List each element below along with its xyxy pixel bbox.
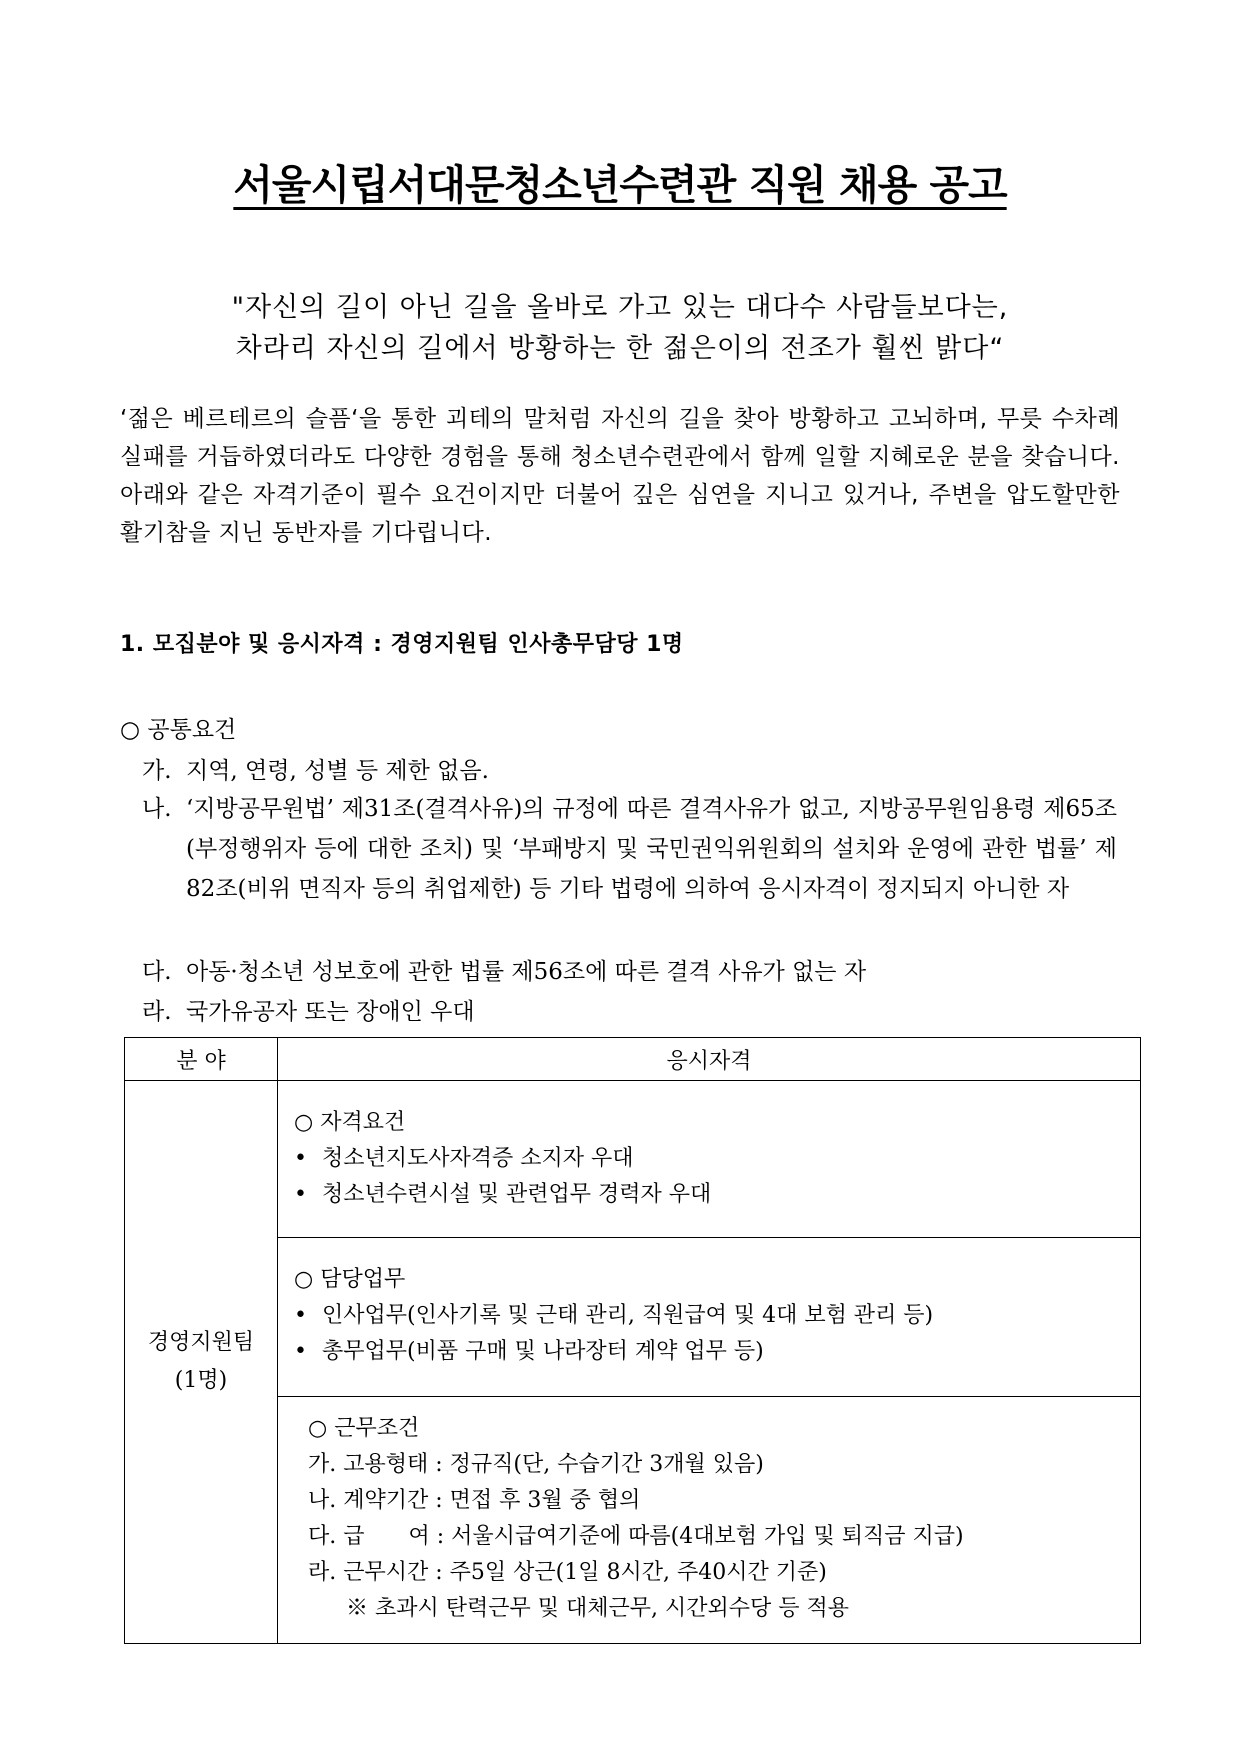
common-requirements-heading: ○ 공통요건 — [120, 717, 237, 743]
duty-heading: ○ 담당업무 — [294, 1267, 406, 1292]
requirement-item: 라. 국가유공자 또는 장애인 우대 — [142, 999, 475, 1025]
qualification-table — [124, 1037, 1141, 1644]
condition-row: 라. 근무시간 : 주5일 상근(1일 8시간, 주40시간 기준) — [308, 1560, 827, 1585]
duty-cell — [278, 1238, 1141, 1397]
section-heading-1: 1. 모집분야 및 응시자격 : 경영지원팀 인사총무담당 1명 — [120, 632, 684, 657]
qualification-cell — [278, 1081, 1141, 1238]
condition-row: 나. 계약기간 : 면접 후 3월 중 협의 — [308, 1488, 641, 1513]
requirement-item: 가. 지역, 연령, 성별 등 제한 없음. — [142, 758, 489, 784]
condition-row: 다. 급 여 : 서울시급여기준에 따름(4대보험 가입 및 퇴직금 지급) — [308, 1524, 964, 1549]
field-name-cell: 경영지원팀 (1명) — [125, 1081, 278, 1644]
list-item: • 인사업무(인사기록 및 근태 관리, 직원급여 및 4대 보험 관리 등) — [294, 1303, 934, 1328]
conditions-cell — [278, 1397, 1141, 1644]
requirement-item: 나. ‘지방공무원법’ 제31조(결격사유)의 규정에 따른 결격사유가 없고, 지방공무원임용령 제65조(부정행위자 등에 대한 조치) 및 ‘부패방지 및 국민권익위원회의 설치와 운영에 관한 법률’ 제82조(비위 면직자 등의 취업제한) 등 기타 법령에 의하여 응시자격이 정지되지 아니한 자 — [142, 796, 1117, 902]
page-title: 서울시립서대문청소년수련관 직원 채용 공고 — [233, 161, 1007, 209]
header-qualification: 응시자격 — [278, 1038, 1141, 1081]
list-item: • 청소년수련시설 및 관련업무 경력자 우대 — [294, 1182, 712, 1207]
list-item: • 총무업무(비품 구매 및 나라장터 계약 업무 등) — [294, 1339, 764, 1364]
conditions-note: ※ 초과시 탄력근무 및 대체근무, 시간외수당 등 적용 — [346, 1596, 849, 1621]
conditions-heading: ○ 근무조건 — [308, 1416, 420, 1441]
list-item: • 청소년지도사자격증 소지자 우대 — [294, 1146, 634, 1171]
header-field: 분 야 — [125, 1038, 278, 1081]
quote-line-2: 차라리 자신의 길에서 방황하는 한 젊은이의 전조가 훨씬 밝다“ — [235, 333, 1005, 364]
requirement-item: 다. 아동·청소년 성보호에 관한 법률 제56조에 따른 결격 사유가 없는 자 — [142, 959, 867, 985]
condition-row: 가. 고용형태 : 정규직(단, 수습기간 3개월 있음) — [308, 1452, 764, 1477]
intro-paragraph: ‘젊은 베르테르의 슬픔‘을 통한 괴테의 말처럼 자신의 길을 찾아 방황하고 고뇌하며, 무릇 수차례 실패를 거듭하였더라도 다양한 경험을 통해 청소년수련관에서 함께 일할 지혜로운 분을 찾습니다. 아래와 같은 자격기준이 필수 요건이지만 더불어 깊은 심연을 지니고 있거나, 주변을 압도할만한 활기참을 지닌 동반자를 기다립니다. — [120, 406, 1120, 546]
quote-line-1: "자신의 길이 아닌 길을 올바로 가고 있는 대다수 사람들보다는, — [231, 292, 1009, 323]
qualification-heading: ○ 자격요건 — [294, 1110, 406, 1135]
